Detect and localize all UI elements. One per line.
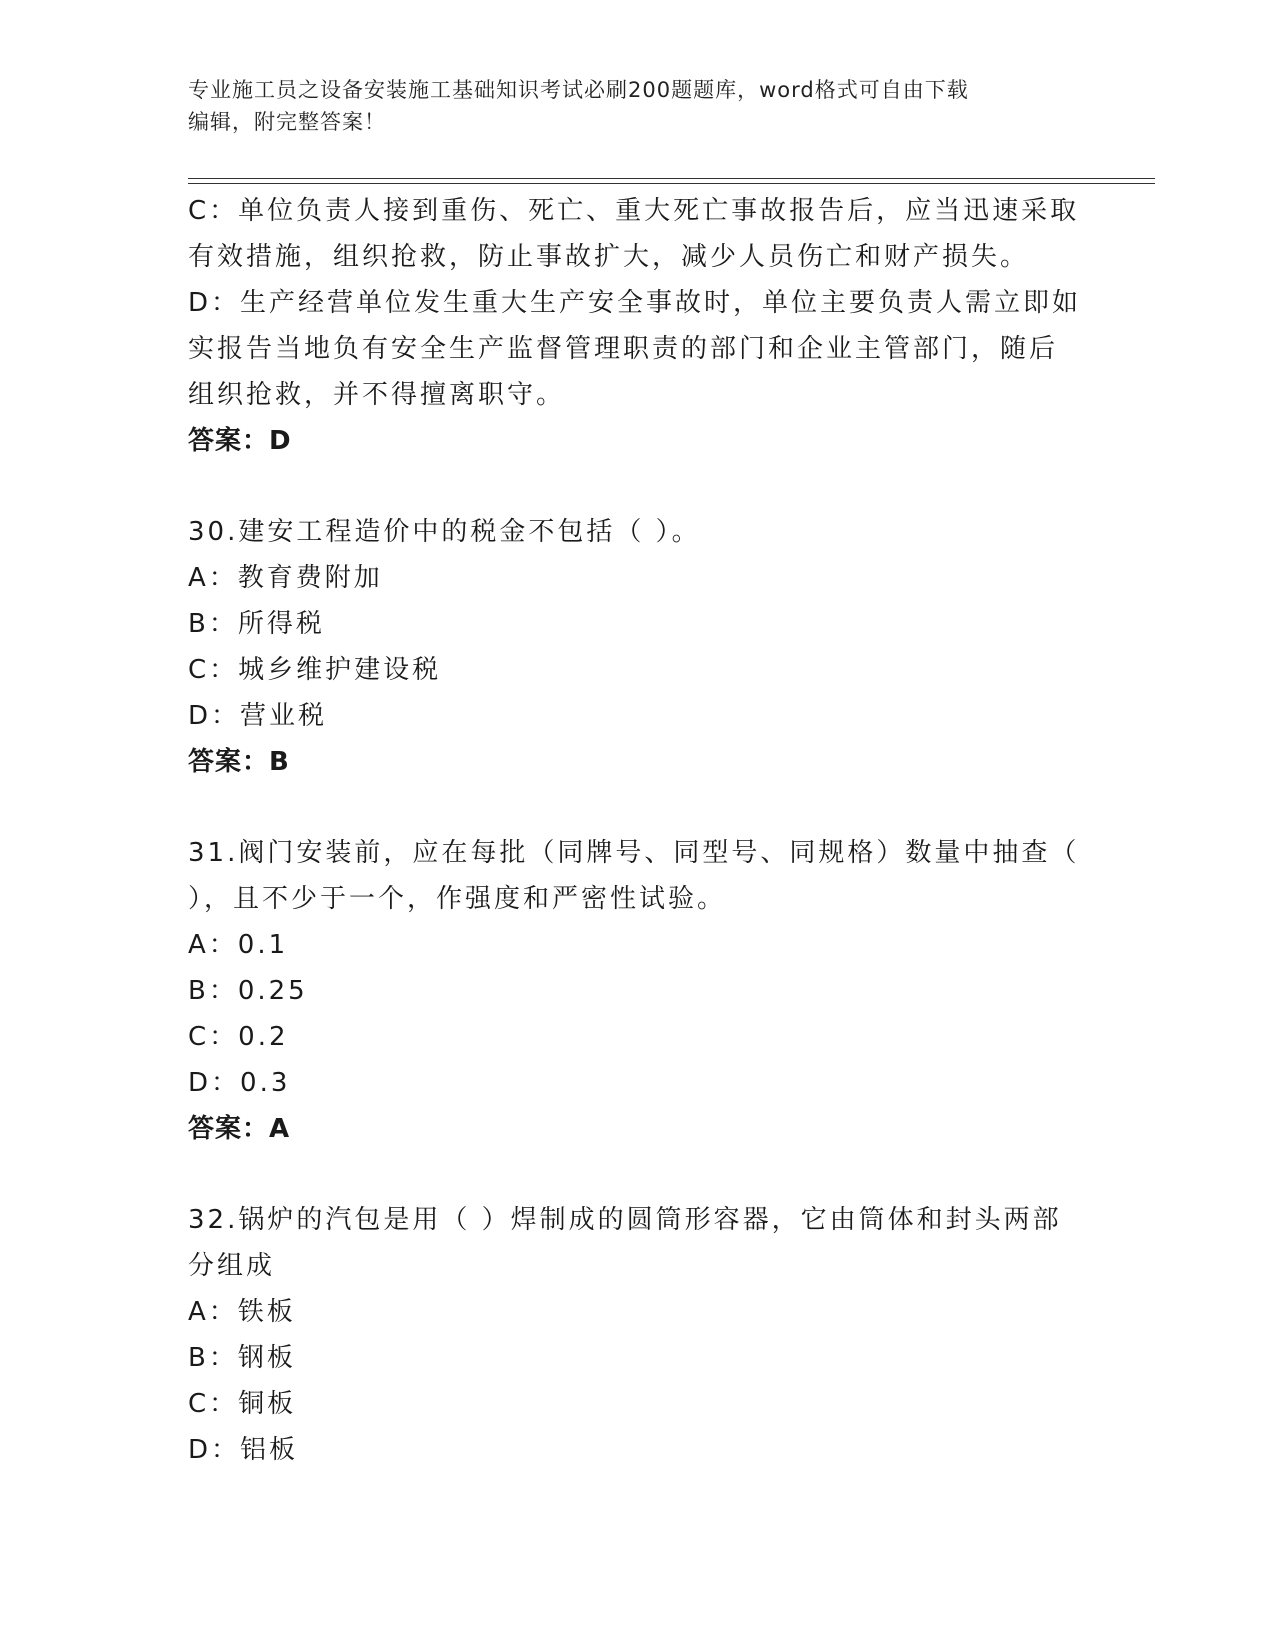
header-line-2: 编辑，附完整答案！	[188, 110, 386, 134]
question-30	[188, 509, 1088, 785]
option-a: A：铁板	[188, 1297, 296, 1327]
option-d-line-1: D：生产经营单位发生重大生产安全事故时，单位主要负责人需立即如	[188, 288, 1082, 318]
option-d-line-3: 组织抢救，并不得擅离职守。	[188, 380, 566, 410]
header-divider-top	[188, 178, 1155, 179]
option-b: B：钢板	[188, 1343, 296, 1373]
option-b: B：0.25	[188, 976, 308, 1006]
answer-30: 答案：B	[188, 747, 290, 777]
question-32	[188, 1197, 1088, 1473]
question-stem-line-2: ），且不少于一个，作强度和严密性试验。	[188, 884, 727, 914]
question-29-continued	[188, 188, 1088, 464]
spacer	[188, 785, 1088, 830]
option-c-line-2: 有效措施，组织抢救，防止事故扩大，减少人员伤亡和财产损失。	[188, 242, 1030, 272]
option-a: A：0.1	[188, 930, 289, 960]
option-c: C：城乡维护建设税	[188, 655, 442, 685]
option-d: D：营业税	[188, 701, 328, 731]
answer-31: 答案：A	[188, 1114, 291, 1144]
spacer	[188, 1152, 1088, 1197]
document-body	[188, 188, 1088, 1473]
header-divider-bottom	[188, 183, 1155, 184]
document-header	[188, 74, 1068, 138]
question-31	[188, 830, 1088, 1152]
option-c: C：0.2	[188, 1022, 289, 1052]
question-stem: 30.建安工程造价中的税金不包括（ ）。	[188, 517, 701, 547]
option-d: D：铝板	[188, 1435, 299, 1465]
option-d: D：0.3	[188, 1068, 291, 1098]
option-d-line-2: 实报告当地负有安全生产监督管理职责的部门和企业主管部门，随后	[188, 334, 1059, 364]
option-c: C：铜板	[188, 1389, 297, 1419]
question-stem-line-2: 分组成	[188, 1251, 276, 1281]
question-stem-line-1: 31.阀门安装前，应在每批（同牌号、同型号、同规格）数量中抽查（	[188, 838, 1080, 868]
header-line-1: 专业施工员之设备安装施工基础知识考试必刷200题题库，word格式可自由下载	[188, 78, 969, 102]
option-a: A：教育费附加	[188, 563, 383, 593]
option-b: B：所得税	[188, 609, 325, 639]
option-c-line-1: C：单位负责人接到重伤、死亡、重大死亡事故报告后，应当迅速采取	[188, 196, 1080, 226]
question-stem-line-1: 32.锅炉的汽包是用（ ）焊制成的圆筒形容器，它由筒体和封头两部	[188, 1205, 1062, 1235]
answer-29: 答案：D	[188, 426, 292, 456]
spacer	[188, 464, 1088, 509]
